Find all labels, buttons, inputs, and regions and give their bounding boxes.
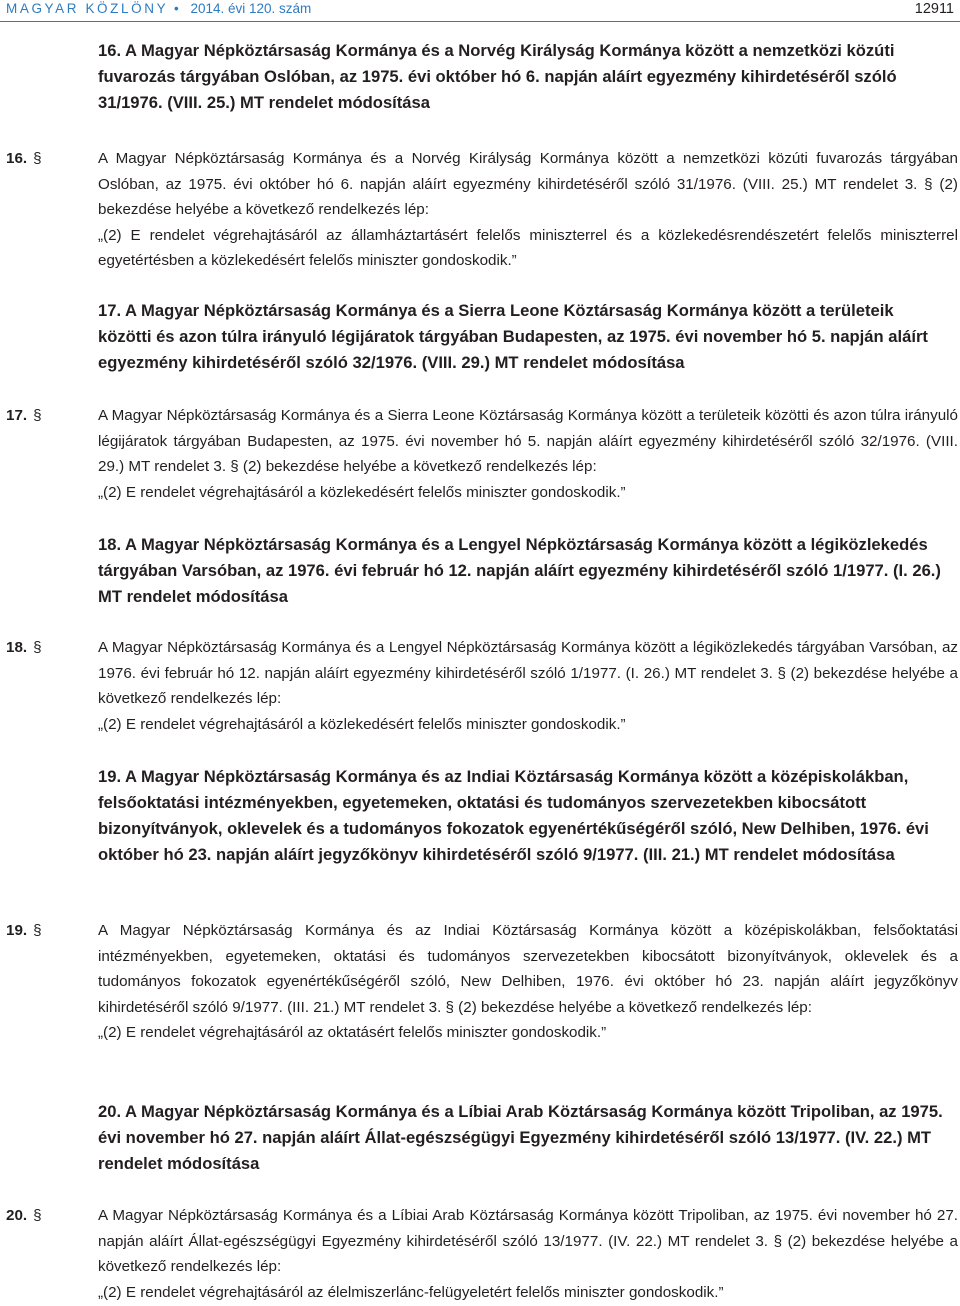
section-text: A Magyar Népköztársaság Kormánya és a Lengyel Népköztársaság Kormánya között a légiközlekedés tárgyában Varsóban, az 1976. évi február hó 12. napján aláírt egyezmény kihirdetéséről szóló 1/1977. (I. 26.) MT rendelet 3. § (2) bekezdése helyébe a következő rendelkezés lép: [98,639,958,707]
section-text: A Magyar Népköztársaság Kormánya és az Indiai Köztársaság Kormánya között a középiskolákban, felsőoktatási intézményekben, egyetemeken, oktatási és tudományos szervezetekben kibocsátott bizonyítványok, oklevelek és a tudományos fokozatok egyenértékűségéről szóló, New Delhiben, 1976. évi október hó 23. napján aláírt jegyzőkönyv kihirdetéséről szóló 9/1977. (III. 21.) MT rendelet 3. § (2) bekezdése helyébe a következő rendelkezés lép: [98,922,958,1016]
section-quote: „(2) E rendelet végrehajtásáról az élelmiszerlánc-felügyeletért felelős miniszter gondoskodik.” [98,1283,724,1301]
section-heading-16: 16. A Magyar Népköztársaság Kormánya és a Norvég Királyság Kormánya között a nemzetközi közúti fuvarozás tárgyában Oslóban, az 1975. évi október hó 6. napján aláírt egyezmény kihirdetéséről szóló 31/1976. (VIII. 25.) MT rendelet módosítása [98,41,897,112]
section-number: 16. § [6,150,42,167]
section-number: 18. § [6,639,42,656]
section-heading-20: 20. A Magyar Népköztársaság Kormánya és a Líbiai Arab Köztársaság Kormánya között Tripoliban, az 1975. évi november hó 27. napján aláírt Állat-egészségügyi Egyezmény kihirdetéséről szóló 13/1977. (IV. 22.) MT rendelet módosítása [98,1102,943,1173]
section-quote: „(2) E rendelet végrehajtásáról a közlekedésért felelős miniszter gondoskodik.” [98,715,626,733]
section-heading-17: 17. A Magyar Népköztársaság Kormánya és a Sierra Leone Köztársaság Kormánya között a területeik közötti és azon túlra irányuló légijáratok tárgyában Budapesten, az 1975. évi november hó 5. napján aláírt egyezmény kihirdetéséről szóló 32/1976. (VIII. 29.) MT rendelet módosítása [98,301,928,372]
section-text: A Magyar Népköztársaság Kormánya és a Norvég Királyság Kormánya között a nemzetközi közúti fuvarozás tárgyában Oslóban, az 1975. évi október hó 6. napján aláírt egyezmény kihirdetéséről szóló 31/1976. (VIII. 25.) MT rendelet 3. § (2) bekezdése helyébe a következő rendelkezés lép: [98,150,958,218]
section-body [98,1203,958,1305]
section-text: A Magyar Népköztársaság Kormánya és a Sierra Leone Köztársaság Kormánya között a területeik közötti és azon túlra irányuló légijáratok tárgyában Budapesten, az 1975. évi november hó 5. napján aláírt egyezmény kihirdetéséről szóló 32/1976. (VIII. 29.) MT rendelet 3. § (2) bekezdése helyébe a következő rendelkezés lép: [98,407,958,475]
section-heading-18: 18. A Magyar Népköztársaság Kormánya és a Lengyel Népköztársaság Kormánya között a légiközlekedés tárgyában Varsóban, az 1976. évi február hó 12. napján aláírt egyezmény kihirdetéséről szóló 1/1977. (I. 26.) MT rendelet módosítása [98,535,941,606]
section-quote: „(2) E rendelet végrehajtásáról az államháztartásért felelős miniszterrel és a közlekedésrendészetért felelős miniszterrel egyetértésben a közlekedésért felelős miniszter gondoskodik.” [98,226,958,269]
header-bullet: • [173,1,179,16]
section-quote: „(2) E rendelet végrehajtásáról az oktatásért felelős miniszter gondoskodik.” [98,1024,607,1041]
journal-name: MAGYAR KÖZLÖNY [6,1,169,16]
section-body [98,635,958,737]
section-text: A Magyar Népköztársaság Kormánya és a Líbiai Arab Köztársaság Kormánya között Tripoliban, az 1975. évi november hó 27. napján aláírt Állat-egészségügyi Egyezmény kihirdetéséről szóló 13/1977. (IV. 22.) MT rendelet 3. § (2) bekezdése helyébe a következő rendelkezés lép: [98,1207,958,1275]
section-number: 20. § [6,1207,42,1224]
issue-label: 2014. évi 120. szám [190,1,312,16]
section-heading-19: 19. A Magyar Népköztársaság Kormánya és az Indiai Köztársaság Kormánya között a középiskolákban, felsőoktatási intézményekben, egyetemeken, oktatási és tudományos szervezetekben kibocsátott bizonyítványok, oklevelek és a tudományos fokozatok egyenértékűségéről szóló, New Delhiben, 1976. évi október hó 23. napján aláírt jegyzőkönyv kihirdetéséről szóló 9/1977. (III. 21.) MT rendelet módosítása [98,767,929,864]
section-number: 17. § [6,407,42,424]
header-rule [0,21,960,22]
page-number: 12911 [914,1,954,17]
running-title [6,1,311,16]
section-body [98,403,958,505]
section-number: 19. § [6,922,42,939]
section-body [98,918,958,1046]
section-quote: „(2) E rendelet végrehajtásáról a közlekedésért felelős miniszter gondoskodik.” [98,483,626,501]
page-header [0,0,960,26]
section-body [98,146,958,274]
